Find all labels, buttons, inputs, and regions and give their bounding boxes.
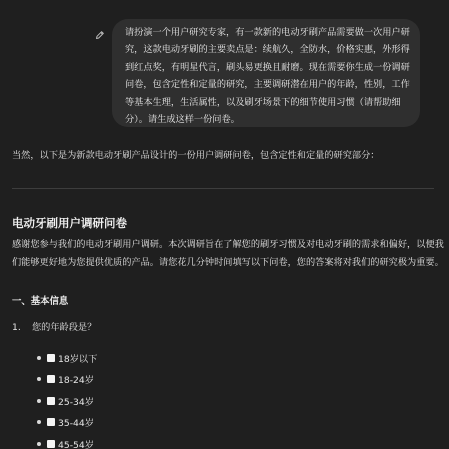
- checkbox-icon: [47, 418, 55, 426]
- question-number: 1.: [12, 322, 21, 333]
- divider: [12, 188, 434, 189]
- edit-message-icon[interactable]: [95, 30, 105, 40]
- checkbox-icon: [47, 375, 55, 383]
- checkbox-icon: [47, 354, 55, 362]
- age-options-list: [37, 347, 97, 449]
- checkbox-icon: [47, 440, 55, 448]
- question-text: 您的年龄段是？: [32, 322, 97, 333]
- bullet-icon: [37, 356, 41, 360]
- question-age: [12, 320, 96, 336]
- option-label: 18-24岁: [58, 375, 94, 387]
- option-label: 35-44岁: [58, 418, 94, 430]
- option-label: 25-34岁: [58, 396, 94, 408]
- bullet-icon: [37, 420, 41, 424]
- checkbox-icon: [47, 397, 55, 405]
- option-label: 18岁以下: [58, 353, 98, 365]
- list-item: [37, 347, 97, 369]
- list-item: [37, 369, 97, 391]
- user-message-bubble: 请扮演一个用户研究专家，有一款新的电动牙刷产品需要做一次用户研究，这款电动牙刷的主要卖点是：续航久，全防水，价格实惠，外形得到红点奖，有明星代言，刷头易更换且耐磨。现在需要你生成一份调研问卷，包含定性和定量的研究，主要调研潜在用户的年龄，性别，工作等基本生理，生活属性，以及刷牙场景下的细节使用习惯（请帮助细分）。请生成这样一份问卷。: [112, 19, 420, 127]
- bullet-icon: [37, 442, 41, 446]
- list-item: [37, 433, 97, 449]
- bullet-icon: [37, 377, 41, 381]
- option-label: 45-54岁: [58, 439, 94, 449]
- assistant-reply-intro: 当然，以下是为新款电动牙刷产品设计的一份用户调研问卷，包含定性和定量的研究部分：: [12, 150, 380, 161]
- survey-intro: 感谢您参与我们的电动牙刷用户调研。本次调研旨在了解您的刷牙习惯及对电动牙刷的需求和偏好，以便我们能够更好地为您提供优质的产品。请您花几分钟时间填写以下问卷，您的答案将对我们的研究极为重要。: [12, 239, 444, 268]
- list-item: [37, 390, 97, 412]
- bullet-icon: [37, 399, 41, 403]
- survey-title: 电动牙刷用户调研问卷: [12, 216, 127, 230]
- section-heading-basic-info: 一、基本信息: [12, 296, 69, 307]
- list-item: [37, 412, 97, 434]
